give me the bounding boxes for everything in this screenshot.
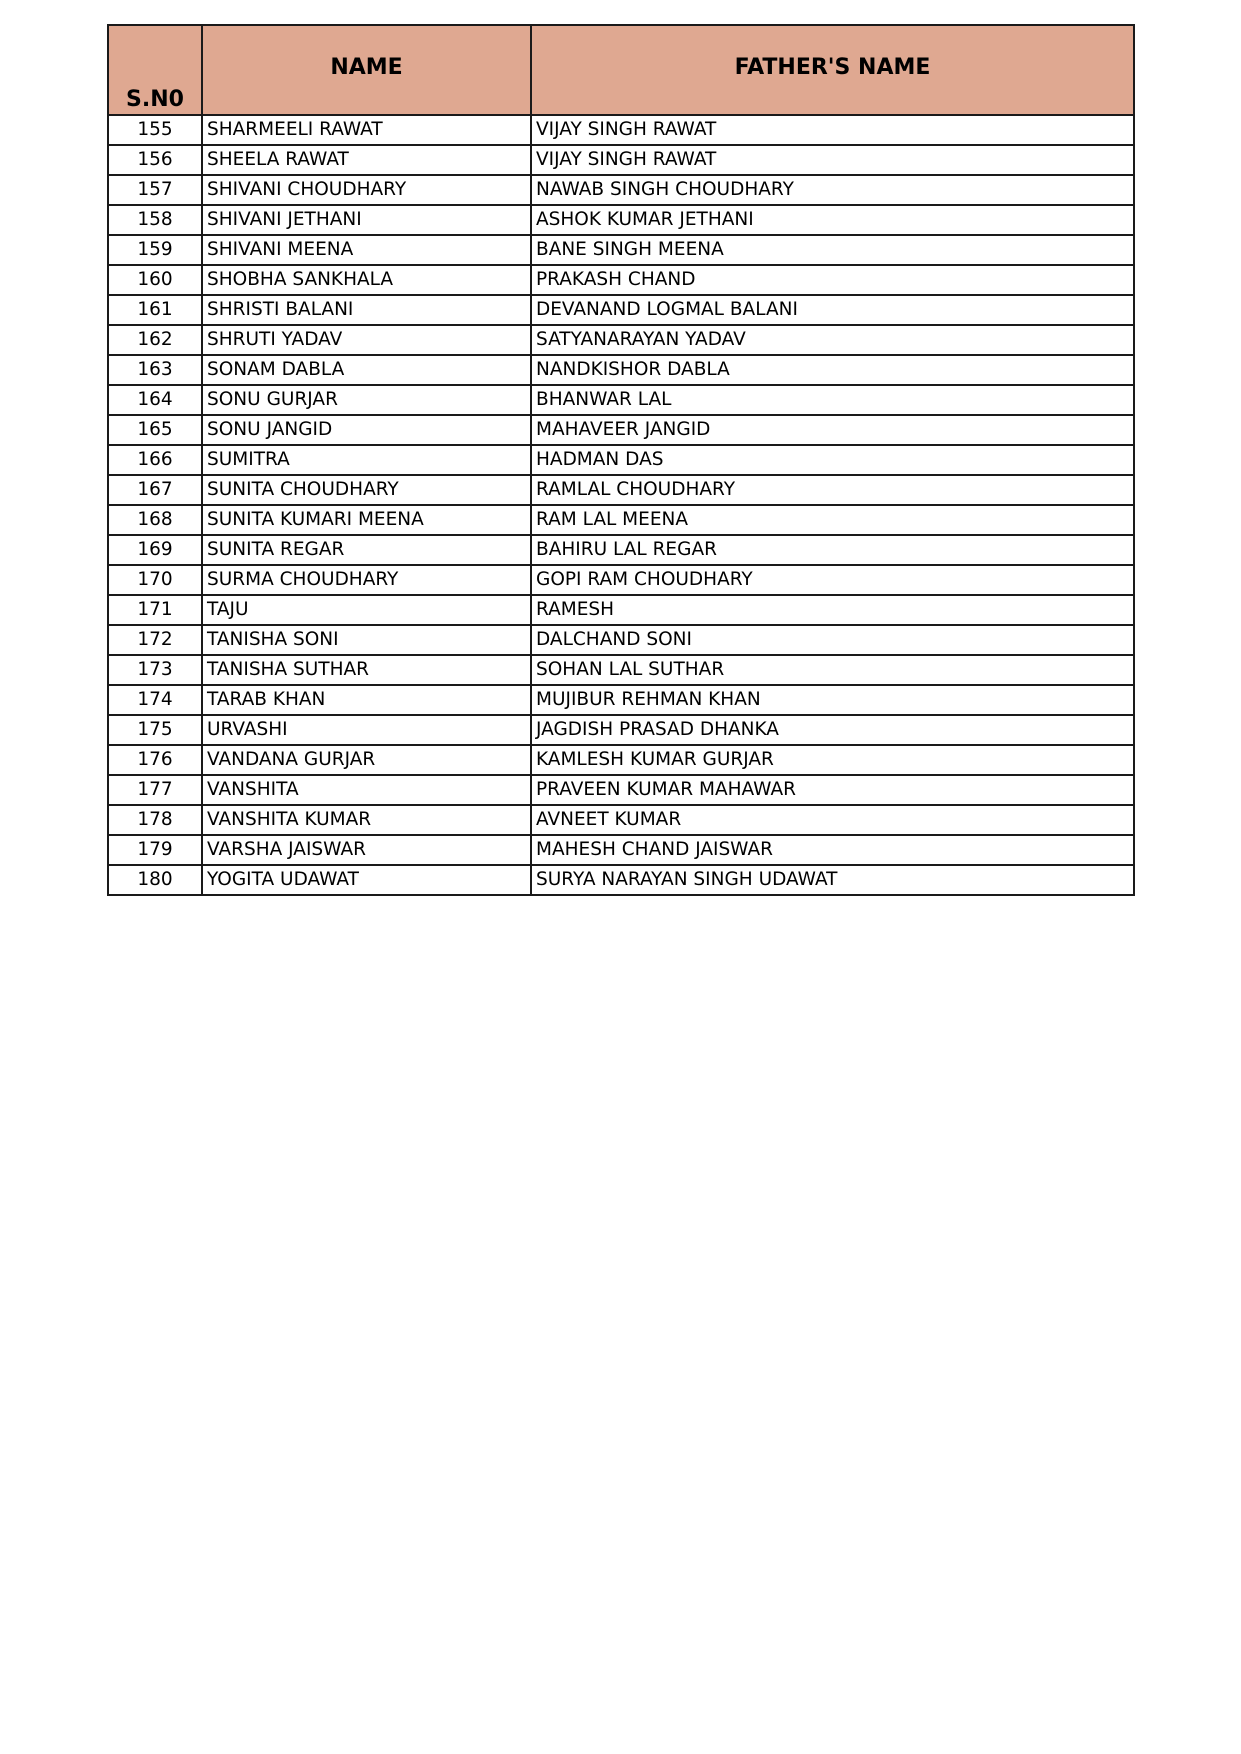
table-body — [108, 115, 1134, 895]
cell-name: SHRUTI YADAV — [202, 325, 531, 355]
cell-fathers-name: AVNEET KUMAR — [531, 805, 1134, 835]
table-row — [108, 475, 1134, 505]
cell-name: SUNITA REGAR — [202, 535, 531, 565]
cell-sno: 156 — [108, 145, 202, 175]
cell-name: SUNITA KUMARI MEENA — [202, 505, 531, 535]
cell-fathers-name: RAMLAL CHOUDHARY — [531, 475, 1134, 505]
cell-sno: 158 — [108, 205, 202, 235]
cell-fathers-name: BHANWAR LAL — [531, 385, 1134, 415]
cell-sno: 157 — [108, 175, 202, 205]
cell-fathers-name: SURYA NARAYAN SINGH UDAWAT — [531, 865, 1134, 895]
cell-sno: 162 — [108, 325, 202, 355]
cell-fathers-name: NAWAB SINGH CHOUDHARY — [531, 175, 1134, 205]
cell-fathers-name: HADMAN DAS — [531, 445, 1134, 475]
cell-fathers-name: DALCHAND SONI — [531, 625, 1134, 655]
cell-fathers-name: GOPI RAM CHOUDHARY — [531, 565, 1134, 595]
cell-name: TARAB KHAN — [202, 685, 531, 715]
cell-name: SURMA CHOUDHARY — [202, 565, 531, 595]
table-row — [108, 325, 1134, 355]
cell-fathers-name: SATYANARAYAN YADAV — [531, 325, 1134, 355]
cell-fathers-name: RAMESH — [531, 595, 1134, 625]
table-row — [108, 745, 1134, 775]
cell-name: SONU GURJAR — [202, 385, 531, 415]
cell-sno: 169 — [108, 535, 202, 565]
cell-sno: 171 — [108, 595, 202, 625]
table-row — [108, 595, 1134, 625]
cell-fathers-name: BAHIRU LAL REGAR — [531, 535, 1134, 565]
cell-name: TANISHA SUTHAR — [202, 655, 531, 685]
table-row — [108, 715, 1134, 745]
table-row — [108, 205, 1134, 235]
table-row — [108, 175, 1134, 205]
table-row — [108, 535, 1134, 565]
column-header-sno: S.N0 — [108, 25, 202, 115]
cell-name: SHIVANI CHOUDHARY — [202, 175, 531, 205]
cell-sno: 170 — [108, 565, 202, 595]
student-list-table — [107, 24, 1135, 896]
table-row — [108, 775, 1134, 805]
cell-sno: 174 — [108, 685, 202, 715]
cell-sno: 168 — [108, 505, 202, 535]
cell-name: TAJU — [202, 595, 531, 625]
table-row — [108, 355, 1134, 385]
column-header-name: NAME — [202, 25, 531, 115]
cell-sno: 160 — [108, 265, 202, 295]
cell-sno: 176 — [108, 745, 202, 775]
table-row — [108, 625, 1134, 655]
cell-name: SUMITRA — [202, 445, 531, 475]
table-header — [108, 25, 1134, 115]
cell-name: SHEELA RAWAT — [202, 145, 531, 175]
table-row — [108, 685, 1134, 715]
cell-name: VANSHITA — [202, 775, 531, 805]
cell-name: SONAM DABLA — [202, 355, 531, 385]
table-row — [108, 415, 1134, 445]
cell-sno: 173 — [108, 655, 202, 685]
cell-sno: 172 — [108, 625, 202, 655]
cell-fathers-name: PRAVEEN KUMAR MAHAWAR — [531, 775, 1134, 805]
cell-name: SUNITA CHOUDHARY — [202, 475, 531, 505]
table-row — [108, 835, 1134, 865]
table-row — [108, 655, 1134, 685]
table-row — [108, 385, 1134, 415]
table-row — [108, 865, 1134, 895]
cell-sno: 164 — [108, 385, 202, 415]
header-row — [108, 25, 1134, 115]
cell-sno: 179 — [108, 835, 202, 865]
cell-name: SHIVANI MEENA — [202, 235, 531, 265]
column-header-fathers-name: FATHER'S NAME — [531, 25, 1134, 115]
cell-sno: 167 — [108, 475, 202, 505]
cell-sno: 163 — [108, 355, 202, 385]
cell-fathers-name: RAM LAL MEENA — [531, 505, 1134, 535]
cell-fathers-name: KAMLESH KUMAR GURJAR — [531, 745, 1134, 775]
cell-fathers-name: ASHOK KUMAR JETHANI — [531, 205, 1134, 235]
cell-name: VANSHITA KUMAR — [202, 805, 531, 835]
cell-sno: 166 — [108, 445, 202, 475]
table-row — [108, 145, 1134, 175]
cell-sno: 155 — [108, 115, 202, 145]
cell-name: URVASHI — [202, 715, 531, 745]
table-row — [108, 565, 1134, 595]
cell-fathers-name: MAHAVEER JANGID — [531, 415, 1134, 445]
table-row — [108, 505, 1134, 535]
cell-fathers-name: JAGDISH PRASAD DHANKA — [531, 715, 1134, 745]
cell-name: SHOBHA SANKHALA — [202, 265, 531, 295]
cell-sno: 180 — [108, 865, 202, 895]
cell-name: VARSHA JAISWAR — [202, 835, 531, 865]
table-row — [108, 295, 1134, 325]
cell-sno: 175 — [108, 715, 202, 745]
cell-name: SONU JANGID — [202, 415, 531, 445]
cell-sno: 165 — [108, 415, 202, 445]
cell-sno: 159 — [108, 235, 202, 265]
cell-fathers-name: NANDKISHOR DABLA — [531, 355, 1134, 385]
cell-name: TANISHA SONI — [202, 625, 531, 655]
cell-name: SHIVANI JETHANI — [202, 205, 531, 235]
cell-fathers-name: BANE SINGH MEENA — [531, 235, 1134, 265]
cell-sno: 178 — [108, 805, 202, 835]
cell-fathers-name: VIJAY SINGH RAWAT — [531, 115, 1134, 145]
cell-fathers-name: MAHESH CHAND JAISWAR — [531, 835, 1134, 865]
cell-fathers-name: DEVANAND LOGMAL BALANI — [531, 295, 1134, 325]
cell-fathers-name: VIJAY SINGH RAWAT — [531, 145, 1134, 175]
table-row — [108, 115, 1134, 145]
table-row — [108, 445, 1134, 475]
cell-name: SHARMEELI RAWAT — [202, 115, 531, 145]
cell-fathers-name: MUJIBUR REHMAN KHAN — [531, 685, 1134, 715]
cell-sno: 177 — [108, 775, 202, 805]
cell-name: VANDANA GURJAR — [202, 745, 531, 775]
cell-fathers-name: PRAKASH CHAND — [531, 265, 1134, 295]
cell-name: SHRISTI BALANI — [202, 295, 531, 325]
table-row — [108, 805, 1134, 835]
cell-sno: 161 — [108, 295, 202, 325]
table-row — [108, 265, 1134, 295]
cell-name: YOGITA UDAWAT — [202, 865, 531, 895]
table-row — [108, 235, 1134, 265]
cell-fathers-name: SOHAN LAL SUTHAR — [531, 655, 1134, 685]
